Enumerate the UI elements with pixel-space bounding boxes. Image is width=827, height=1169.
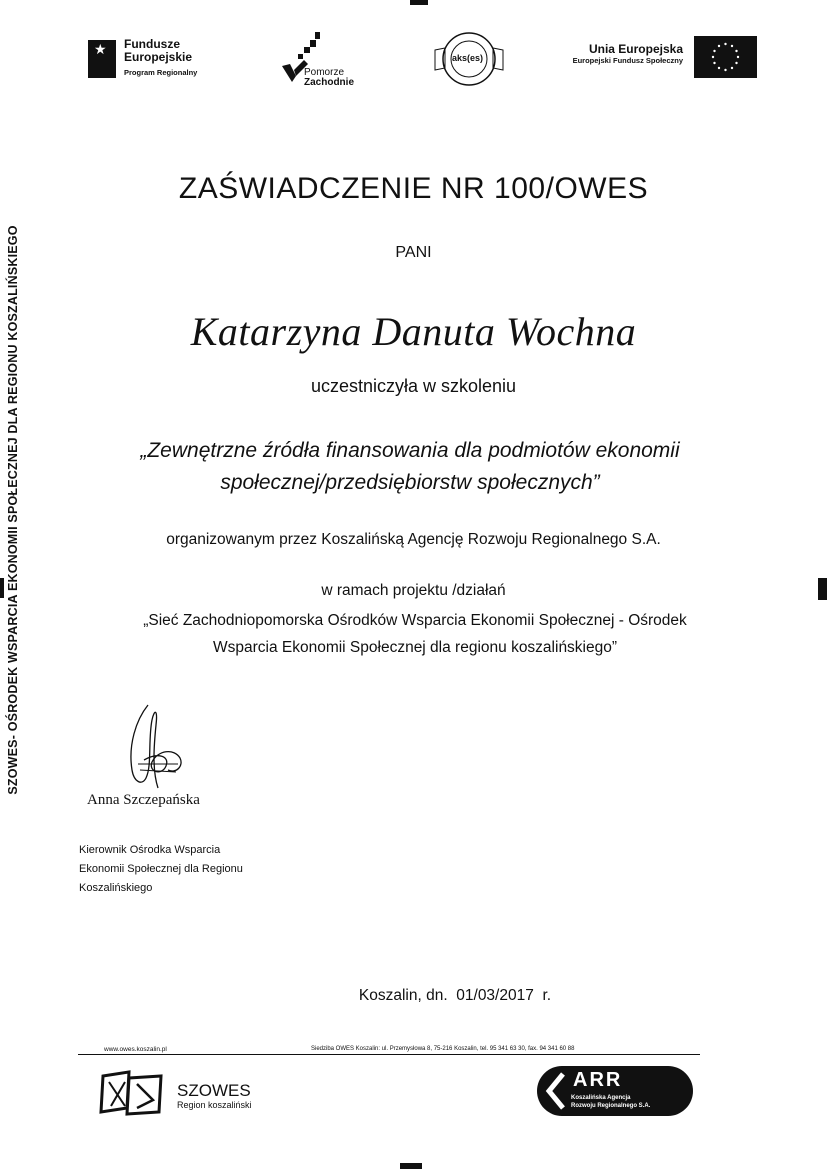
szowes-logo (99, 1068, 289, 1118)
arr-line1: Koszalińska Agencja (571, 1095, 631, 1101)
place-and-date: Koszalin, dn. 01/03/2017 r. (358, 987, 552, 1004)
role-line3: Koszalińskiego (79, 882, 153, 894)
ue-title: Unia Europejska (588, 42, 683, 56)
eu-flag-icon (694, 36, 757, 78)
project-line1: „Sieć Zachodniopomorska Ośrodków Wsparcia Ekonomii Społecznej - Ośrodek (143, 612, 687, 629)
signatory-role (79, 841, 299, 898)
fe-emblem-icon (88, 40, 116, 78)
szowes-title: SZOWES (177, 1081, 251, 1100)
salutation: PANI (395, 244, 432, 261)
certificate-title: ZAŚWIADCZENIE NR 100/OWES (178, 172, 649, 205)
handwritten-signature (118, 700, 198, 795)
arr-logo (537, 1066, 693, 1116)
eu-stars-icon (694, 36, 757, 78)
bottom-edge-mark (400, 1163, 422, 1169)
role-line2: Ekonomii Społecznej dla Regionu (79, 863, 243, 875)
chevron-left-icon (541, 1066, 571, 1116)
organizer-text: organizowanym przez Koszalińską Agencję Rozwoju Regionalnego S.A. (166, 531, 661, 548)
footer-divider (78, 1054, 700, 1055)
aks-label: aks(es) (452, 53, 484, 63)
recipient-name: Katarzyna Danuta Wochna (190, 309, 637, 354)
pomorze-zachodnie-logo (282, 30, 372, 92)
footer-website: www.owes.koszalin.pl (104, 1046, 167, 1053)
fundusze-europejskie-logo (88, 36, 238, 86)
course-title-line1: „Zewnętrzne źródła finansowania dla podmiotów ekonomii (140, 439, 680, 462)
pomorze-line2: Zachodnie (304, 77, 355, 88)
aks-logo (433, 28, 505, 90)
framework-text: w ramach projektu /działań (321, 582, 506, 599)
fe-line2: Europejskie (124, 50, 193, 64)
footer-address: Siedziba OWES Koszalin: ul. Przemysłowa 8, 75-216 Koszalin, tel. 95 341 63 30, fax. 94 341 60 88 (311, 1046, 575, 1052)
participation-text: uczestniczyła w szkoleniu (310, 376, 517, 396)
role-line1: Kierownik Ośrodka Wsparcia (79, 844, 221, 856)
signatory-name: Anna Szczepańska (87, 792, 200, 808)
project-line2: Wsparcia Ekonomii Społecznej dla regionu koszalińskiego” (212, 639, 618, 656)
arr-title: ARR (573, 1069, 623, 1091)
course-title (60, 435, 760, 499)
szowes-emblem-icon (99, 1068, 171, 1116)
arr-line2: Rozwoju Regionalnego S.A. (571, 1103, 651, 1109)
fe-line1: Fundusze (124, 37, 180, 51)
side-vertical-text: SZOWES- OŚRODEK WSPARCIA EKONOMII SPOŁECZNEJ DLA REGIONU KOSZALIŃSKIEGO (6, 225, 20, 795)
fe-line3: Program Regionalny (124, 68, 198, 77)
ue-subtitle: Europejski Fundusz Społeczny (572, 56, 683, 65)
project-name (60, 607, 770, 661)
course-title-line2: społecznej/przedsiębiorstw społecznych” (220, 471, 600, 494)
top-edge-mark (410, 0, 428, 5)
pomorze-line1: Pomorze (304, 67, 345, 78)
ue-logo-text (548, 42, 683, 72)
szowes-subtitle: Region koszaliński (177, 1100, 252, 1110)
star-icon: ★ (94, 41, 107, 57)
